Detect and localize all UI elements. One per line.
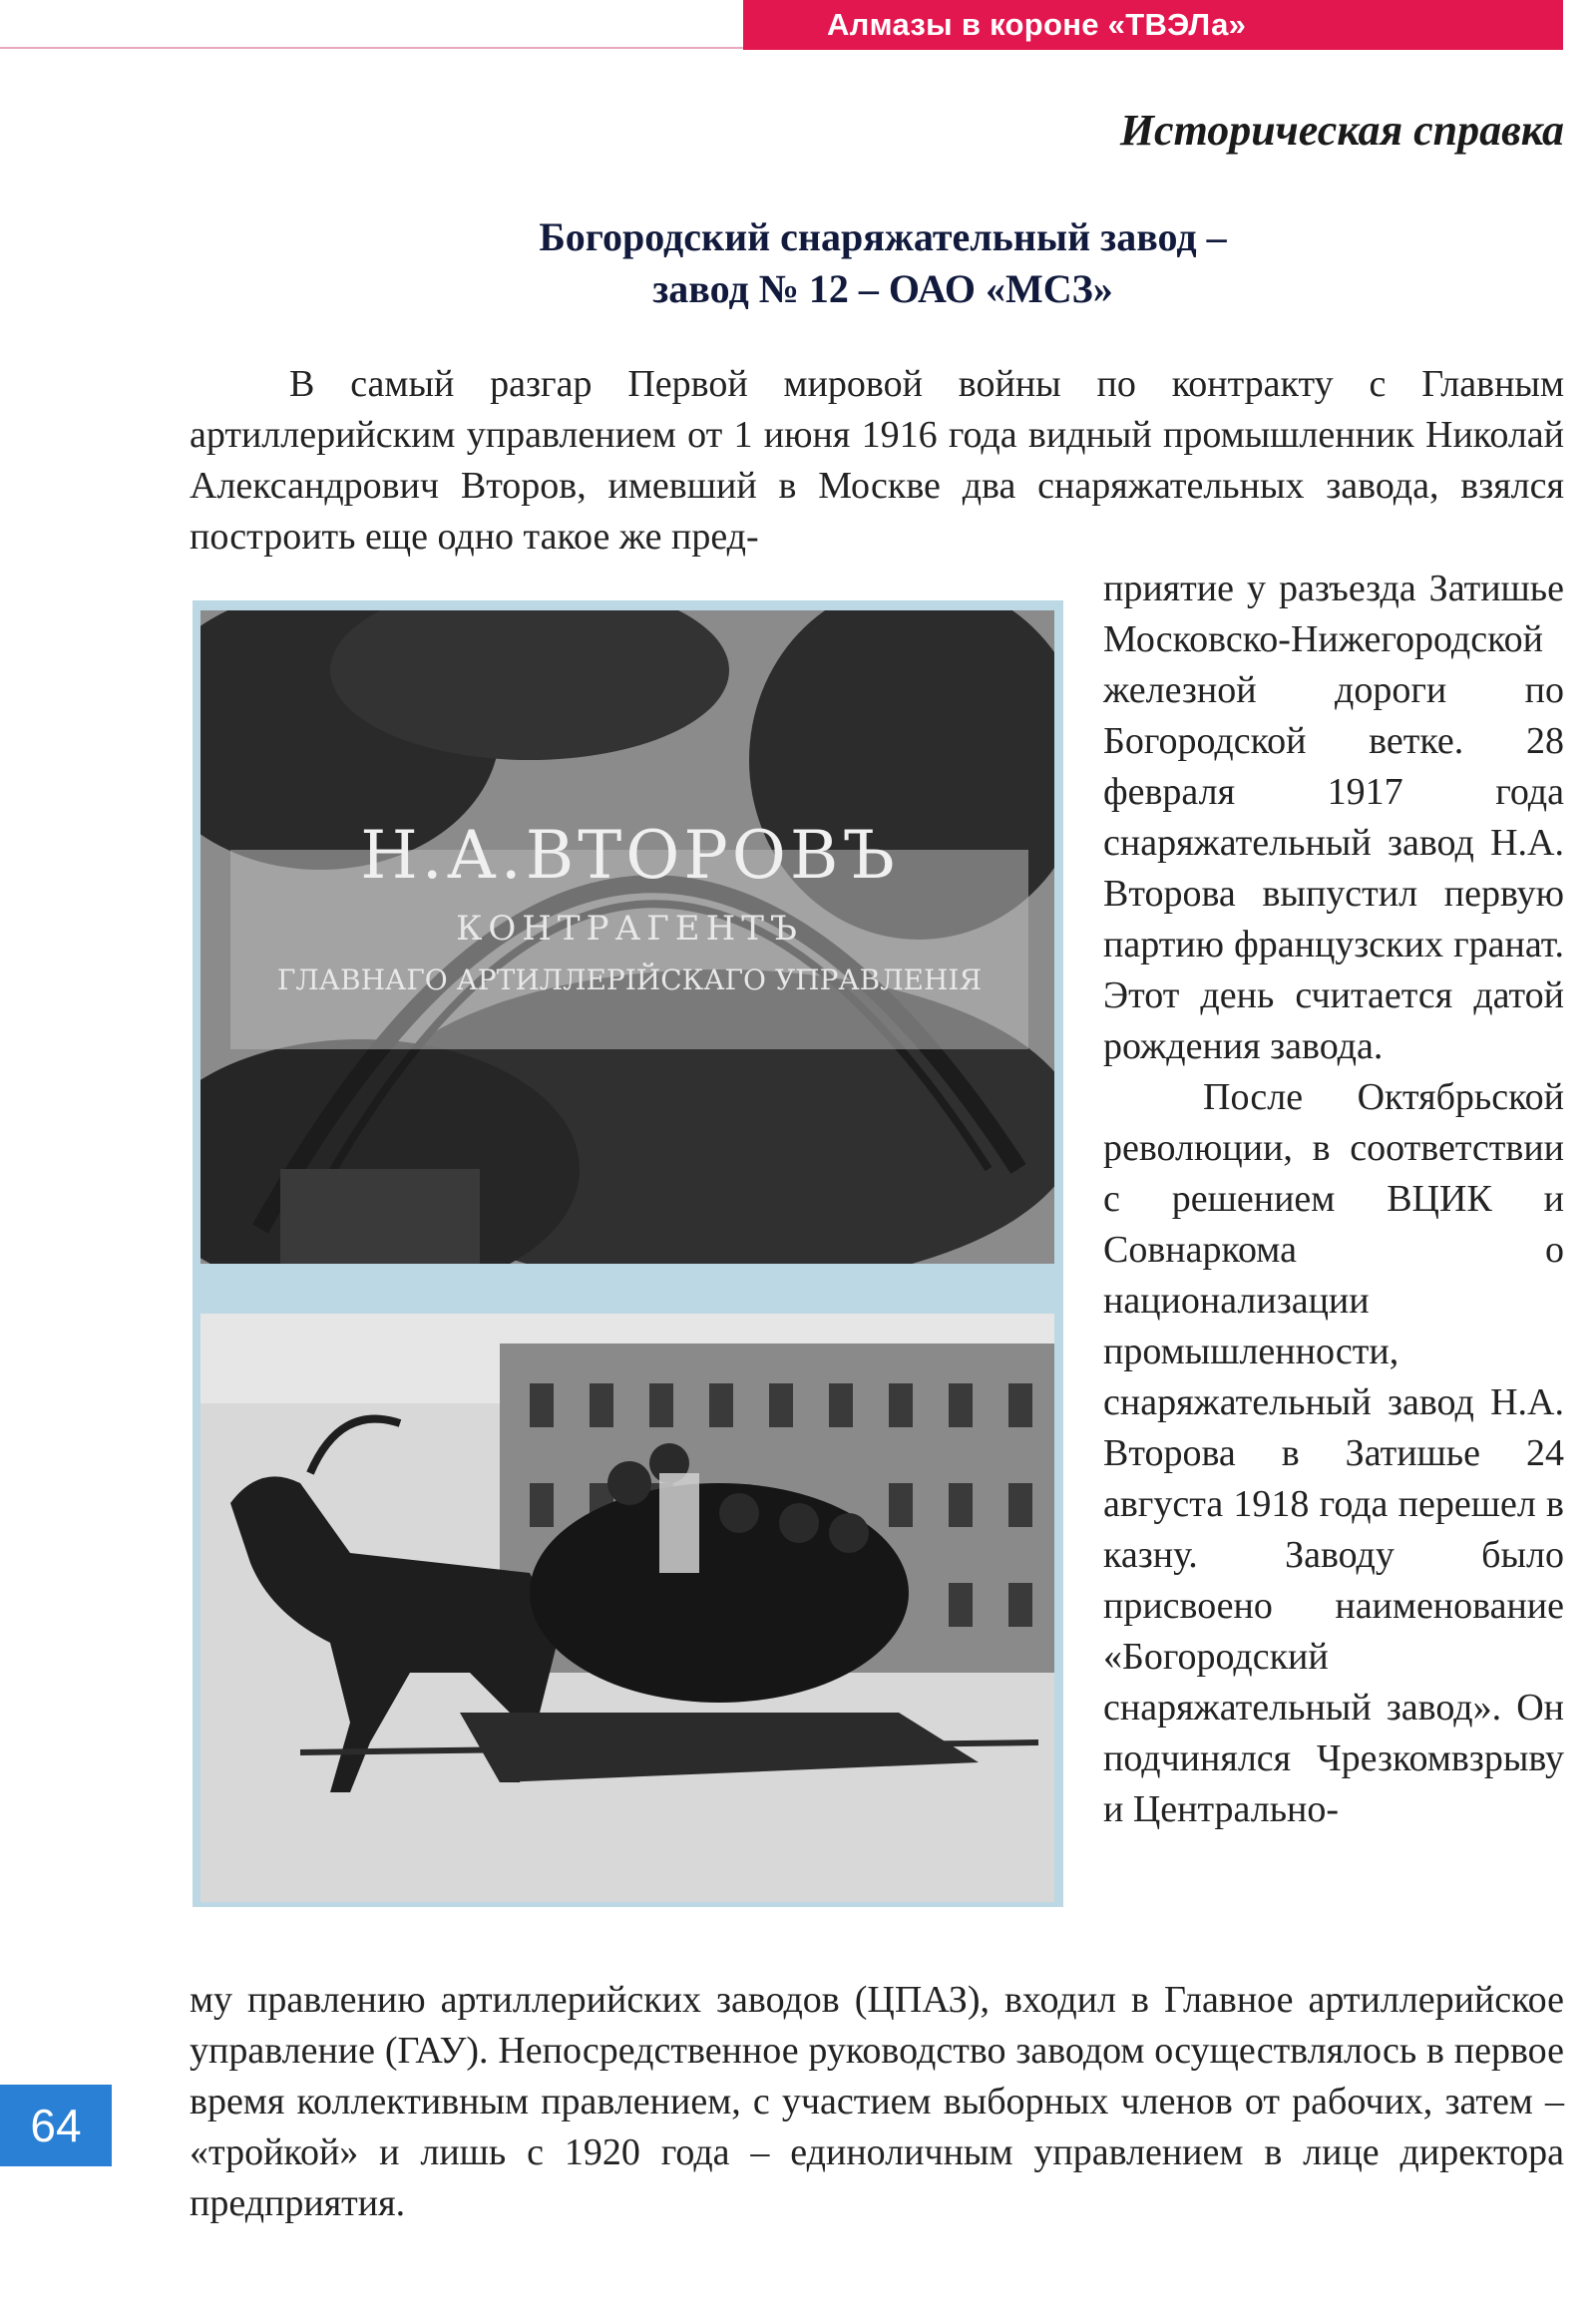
page-number: 64 xyxy=(0,2085,112,2166)
section-label: Историческая справка xyxy=(1119,106,1564,155)
sign-line-3: ГЛАВНАГО АРТИЛЛЕРIЙСКАГО УПРАВЛЕНIЯ xyxy=(276,963,983,996)
paragraph-2-text: После Октябрьской революции, в соответствии с решением ВЦИК и Совнаркома о национализации промышленности, снаряжательный завод Н.А. Второва в Затишье 24 августа 1918 года перешел в казну. Заводу было присвоено наименование «Богородский снаряжательный завод». Он подчинялся Чрезкомвзрыву и Центрально- xyxy=(1103,1076,1564,1830)
photo-frame xyxy=(193,600,1063,1907)
article-title xyxy=(299,211,1466,315)
photo-sign-gate xyxy=(200,610,1054,1264)
paragraph-1-continued: приятие у разъезда Затишье Московско-Нижегородской железной дороги по Богородской ветке. 28 февраля 1917 года снаряжательный завод Н.А. Второва выпустил первую партию французских гранат. Этот день считается датой рождения завода. xyxy=(1103,568,1564,1067)
paragraph-2 xyxy=(1103,1072,1564,1835)
title-line-2: завод № 12 – ОАО «МСЗ» xyxy=(652,266,1113,311)
paragraph-1 xyxy=(190,359,1564,563)
header-rule xyxy=(0,47,748,49)
side-column xyxy=(1103,564,1564,1835)
title-line-1: Богородский снаряжательный завод – xyxy=(539,214,1227,259)
header-tab: Алмазы в короне «ТВЭЛа» xyxy=(743,0,1563,50)
sign-line-1: Н.А.ВТОРОВЪ xyxy=(360,817,899,894)
sign-line-2: КОНТРАГЕНТЪ xyxy=(456,909,803,949)
paragraph-3: му правлению артиллерийских заводов (ЦПАЗ), входил в Главное артиллерийское управление (ГАУ). Непосредственное руководство заводом осуществлялось в первое время коллективным правлением, с участием выборных членов от рабочих, затем – «тройкой» и лишь с 1920 года – единоличным управлением в лице директора предприятия. xyxy=(190,1979,1564,2224)
paragraph-1-text: В самый разгар Первой мировой войны по контракту с Главным артиллерийским управлением от 1 июня 1916 года видный промышленник Николай Александрович Второв, имевший в Москве два снаряжательных завода, взялся построить еще одно такое же пред- xyxy=(190,363,1564,558)
photo-sleigh xyxy=(200,1314,1054,1902)
